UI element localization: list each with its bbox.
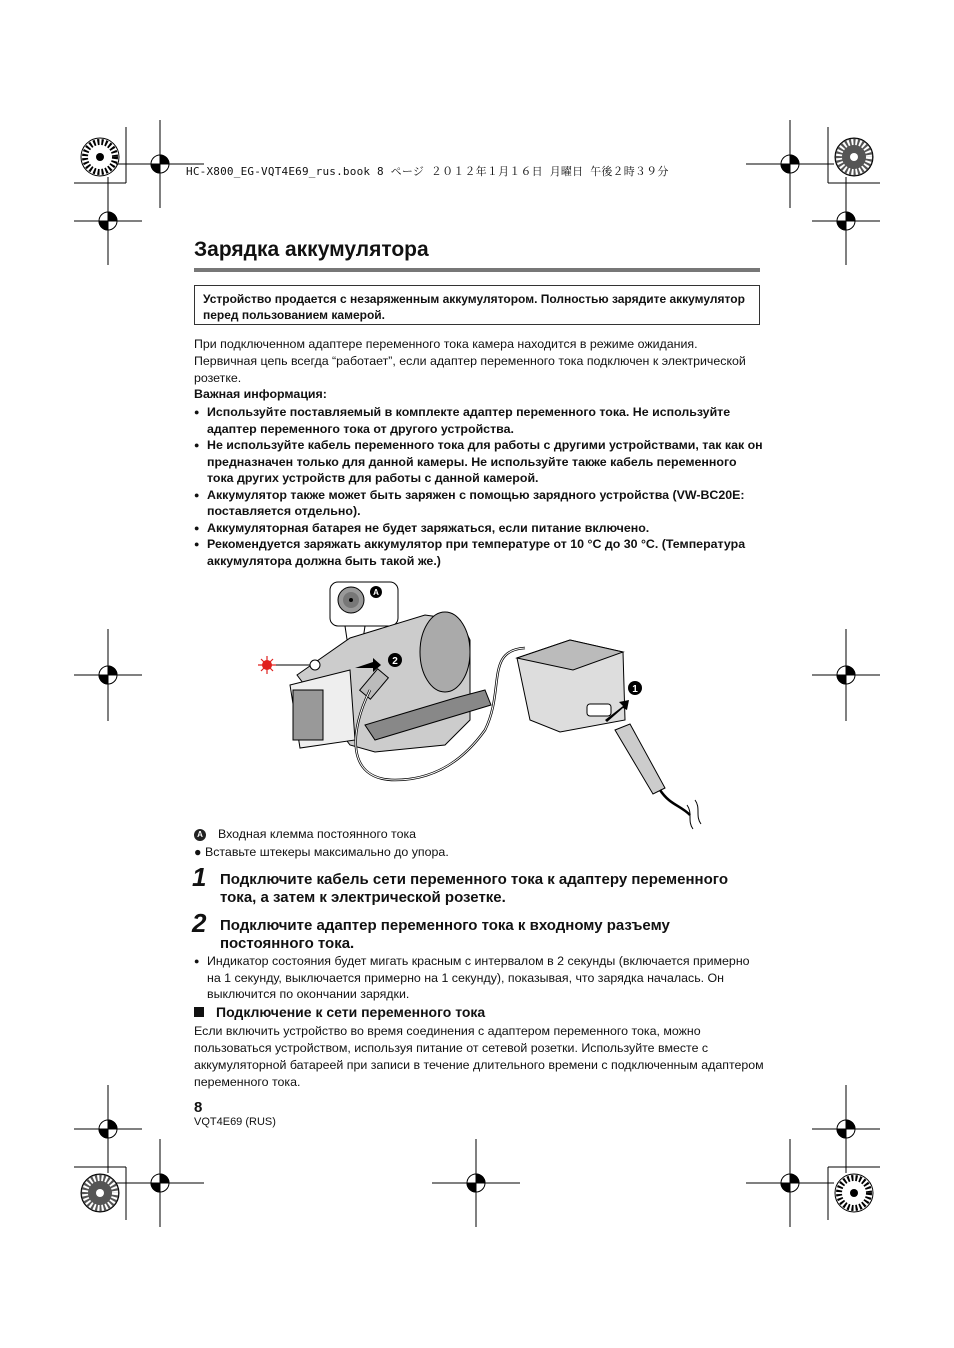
document-code: VQT4E69 (RUS) — [194, 1116, 276, 1128]
svg-text:1: 1 — [632, 684, 638, 695]
ac-plug — [615, 724, 665, 794]
step-text: Подключите адаптер переменного тока к входному разъему постоянного тока. — [220, 917, 670, 952]
camera-battery — [293, 690, 323, 740]
title-rule — [194, 268, 760, 272]
list-item: ● Рекомендуется заряжать аккумулятор при температуре от 10 °C до 30 °C. (Температура аккумулятора должна быть такой же.) — [194, 536, 764, 569]
subheading — [194, 1004, 485, 1020]
camera-lens — [420, 612, 470, 692]
step-number: 1 — [192, 862, 207, 892]
intro-paragraph: При подключенном адаптере переменного тока камера находится в режиме ожидания. Первичная цепь всегда “работает”, если адаптер переменного тока подключен к электрической розетке. — [194, 337, 746, 385]
notice-box: Устройство продается с незаряженным аккумулятором. Полностью зарядите аккумулятор перед пользованием камерой. — [194, 285, 760, 325]
note-indicator: ● Индикатор состояния будет мигать красным с интервалом в 2 секунды (включается примерно на 1 секунду, выключается примерно на 1 секунду), показывая, что зарядка началась. Он выключится по окончании зарядки. — [194, 953, 764, 1003]
important-list — [194, 404, 764, 569]
important-label: Важная информация: — [194, 387, 327, 401]
list-item: ● Аккумулятор также может быть заряжен с помощью зарядного устройства (VW-BC20E: поставляется отдельно). — [194, 487, 764, 520]
note-text: Вставьте штекеры максимально до упора. — [204, 845, 449, 859]
step-number: 2 — [192, 908, 207, 938]
svg-text:A: A — [373, 588, 379, 597]
print-header: HC-X800_EG-VQT4E69_rus.book 8 ページ ２０１２年１月１６日 月曜日 午後２時３９分 — [186, 165, 669, 178]
note-plug: ● Вставьте штекеры максимально до упора. — [194, 845, 449, 859]
body-paragraph: Если включить устройство во время соединения с адаптером переменного тока, можно пользоваться устройством, используя питание от сетевой розетки. Используйте вместе с аккумуляторной батареей при записи в течение длительного времени с подключенным адаптером переменного тока. — [194, 1024, 764, 1089]
caption-text: Входная клемма постоянного тока — [218, 827, 417, 841]
list-item: ● Не используйте кабель переменного тока для работы с другими устройствами, так как он предназначен только для данной камеры. Не используйте также кабель переменного тока других устройств для работы с данной камерой. — [194, 437, 764, 487]
page-number: 8 — [194, 1099, 203, 1116]
charging-illustration — [255, 580, 725, 830]
callout-a-icon: A — [194, 829, 206, 841]
square-bullet-icon — [194, 1007, 204, 1017]
subheading-text: Подключение к сети переменного тока — [216, 1004, 486, 1020]
list-item: ● Используйте поставляемый в комплекте адаптер переменного тока. Не используйте адаптер переменного тока от другого устройства. — [194, 404, 764, 437]
list-item: ● Аккумуляторная батарея не будет заряжаться, если питание включено. — [194, 520, 764, 537]
svg-text:2: 2 — [392, 656, 398, 667]
caption-terminal — [194, 827, 416, 841]
page-title: Зарядка аккумулятора — [194, 238, 429, 261]
step-text: Подключите кабель сети переменного тока к адаптеру переменного тока, а затем к электрической розетке. — [220, 871, 728, 906]
